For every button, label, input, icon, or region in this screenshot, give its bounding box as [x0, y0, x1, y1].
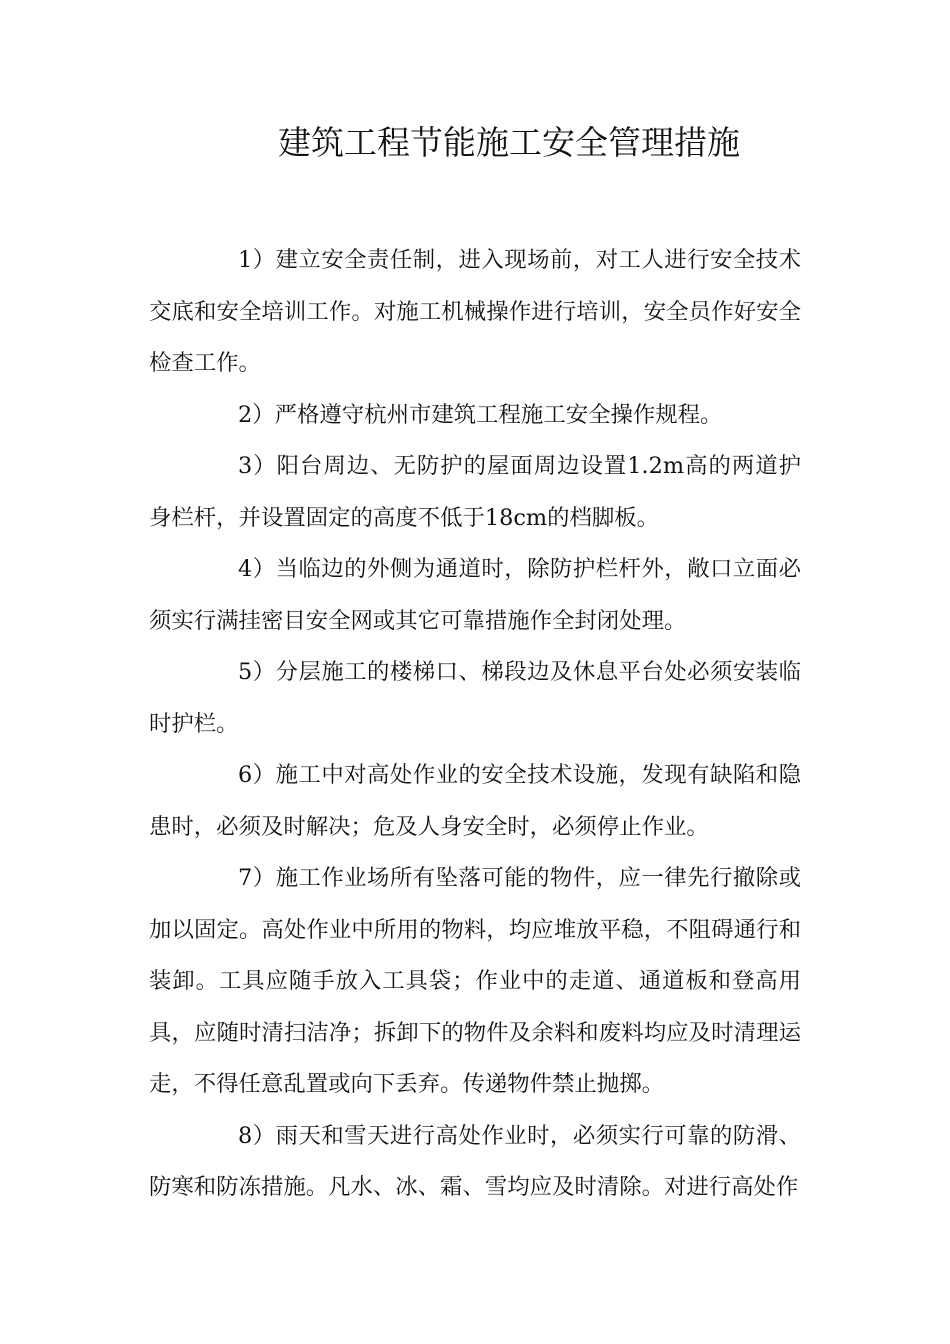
paragraph-4: 4）当临边的外侧为通道时，除防护栏杆外，敞口立面必须实行满挂密目安全网或其它可靠措施作全封闭处理。	[149, 556, 801, 634]
paragraph-6: 6）施工中对高处作业的安全技术设施，发现有缺陷和隐患时，必须及时解决；危及人身安全时，必须停止作业。	[149, 762, 801, 840]
document-body	[149, 235, 801, 1214]
paragraph-1: 1）建立安全责任制，进入现场前，对工人进行安全技术交底和安全培训工作。对施工机械操作进行培训，安全员作好安全检查工作。	[149, 247, 801, 376]
paragraph-3: 3）阳台周边、无防护的屋面周边设置1.2m高的两道护身栏杆，并设置固定的高度不低于18cm的档脚板。	[149, 453, 801, 531]
paragraph-2: 2）严格遵守杭州市建筑工程施工安全操作规程。	[238, 401, 723, 428]
paragraph-7: 7）施工作业场所有坠落可能的物件，应一律先行撤除或加以固定。高处作业中所用的物料，均应堆放平稳，不阻碍通行和装卸。工具应随手放入工具袋；作业中的走道、通道板和登高用具，应随时清扫洁净；拆卸下的物件及余料和废料均应及时清理运走，不得任意乱置或向下丢弃。传递物件禁止抛掷。	[149, 865, 801, 1097]
paragraph-8: 8）雨天和雪天进行高处作业时，必须实行可靠的防滑、防寒和防冻措施。凡水、冰、霜、雪均应及时清除。对进行高处作	[149, 1122, 801, 1200]
document-title: 建筑工程节能施工安全管理措施	[278, 123, 740, 162]
paragraph-5: 5）分层施工的楼梯口、梯段边及休息平台处必须安装临时护栏。	[149, 659, 801, 737]
